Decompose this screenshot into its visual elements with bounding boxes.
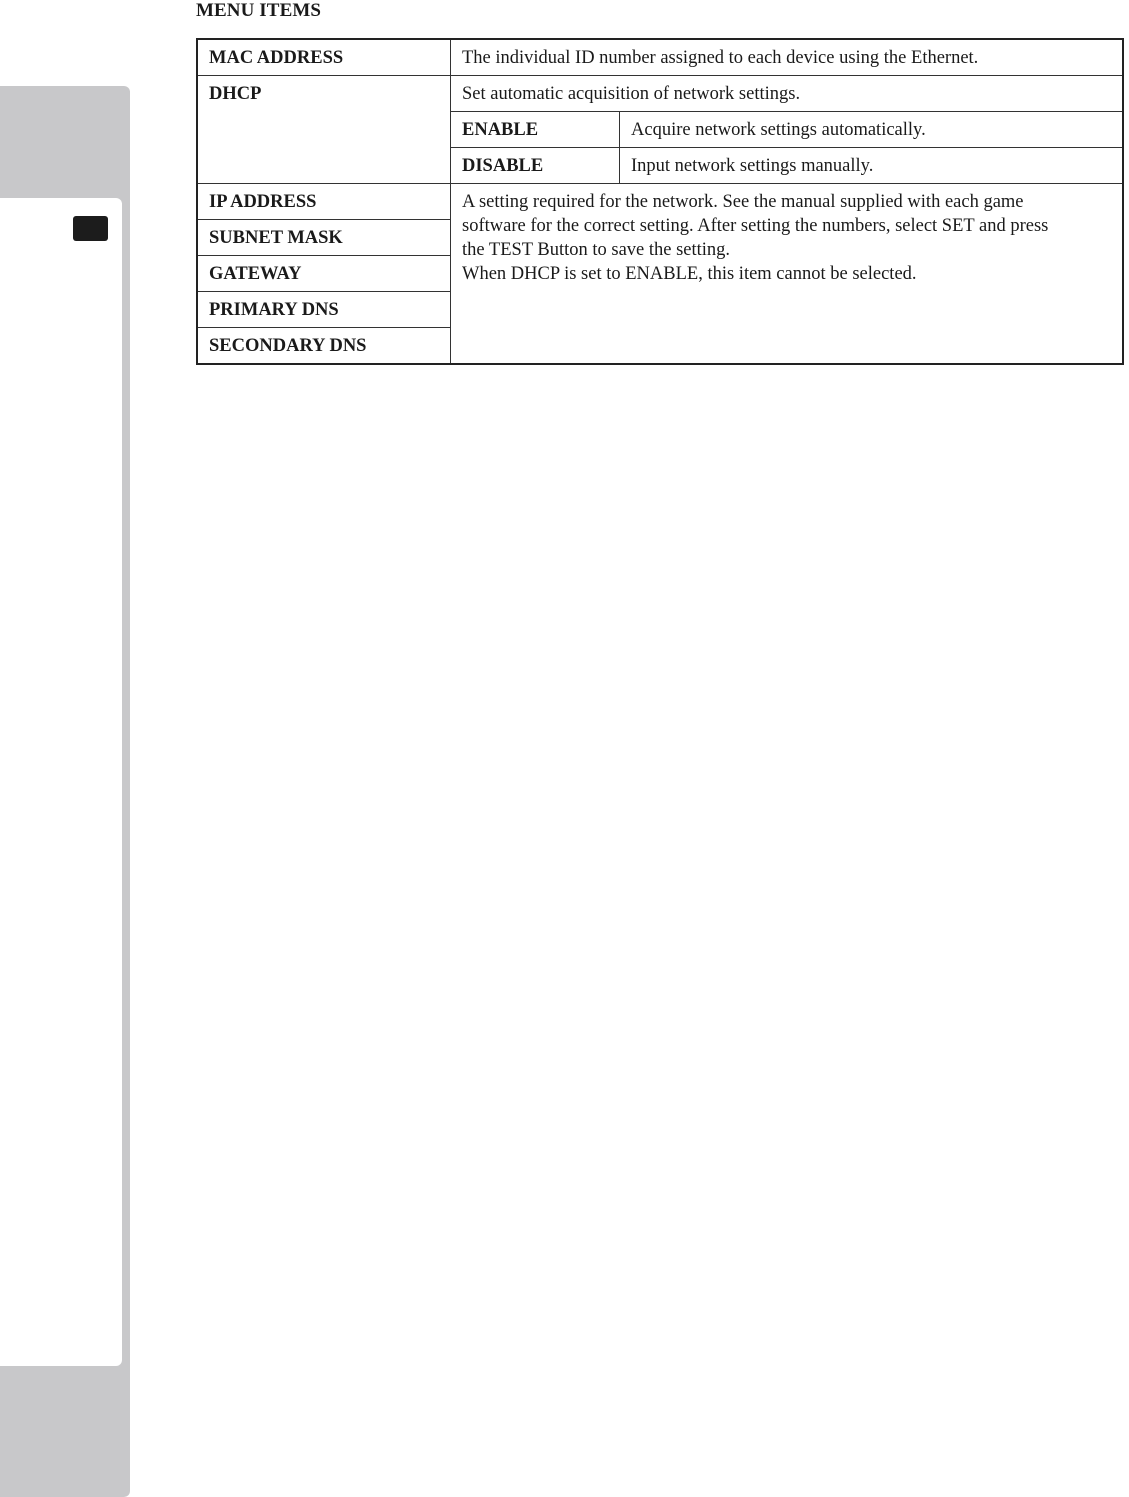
dhcp-enable-label: ENABLE [451,112,620,148]
network-description-line-4: When DHCP is set to ENABLE, this item cannot be selected. [462,264,917,284]
dhcp-disable-description: Input network settings manually. [620,148,1124,184]
network-description-line-3: the TEST Button to save the setting. [462,240,731,260]
gateway-label: GATEWAY [197,256,451,292]
dhcp-disable-label: DISABLE [451,148,620,184]
menu-items-table [196,38,1124,365]
network-description-line-1: A setting required for the network. See the manual supplied with each game [462,192,1024,212]
ip-address-label: IP ADDRESS [197,184,451,220]
mac-address-label: MAC ADDRESS [197,39,451,76]
section-heading: MENU ITEMS [196,0,322,21]
table-row-dhcp [197,76,1123,112]
side-tab-middle [0,198,130,1368]
side-tab-lower [0,1366,130,1497]
subnet-mask-label: SUBNET MASK [197,220,451,256]
dhcp-description: Set automatic acquisition of network settings. [451,76,1124,112]
network-description-line-2: software for the correct setting. After setting the numbers, select SET and press [462,216,1049,236]
dhcp-label: DHCP [197,76,451,184]
primary-dns-label: PRIMARY DNS [197,292,451,328]
mac-address-description: The individual ID number assigned to each device using the Ethernet. [451,39,1124,76]
dhcp-enable-description: Acquire network settings automatically. [620,112,1124,148]
chapter-marker [73,216,108,241]
table-row-mac-address [197,39,1123,76]
network-settings-description [451,184,1124,365]
secondary-dns-label: SECONDARY DNS [197,328,451,365]
side-tab-upper [0,86,130,200]
table-row-ip-address [197,184,1123,220]
